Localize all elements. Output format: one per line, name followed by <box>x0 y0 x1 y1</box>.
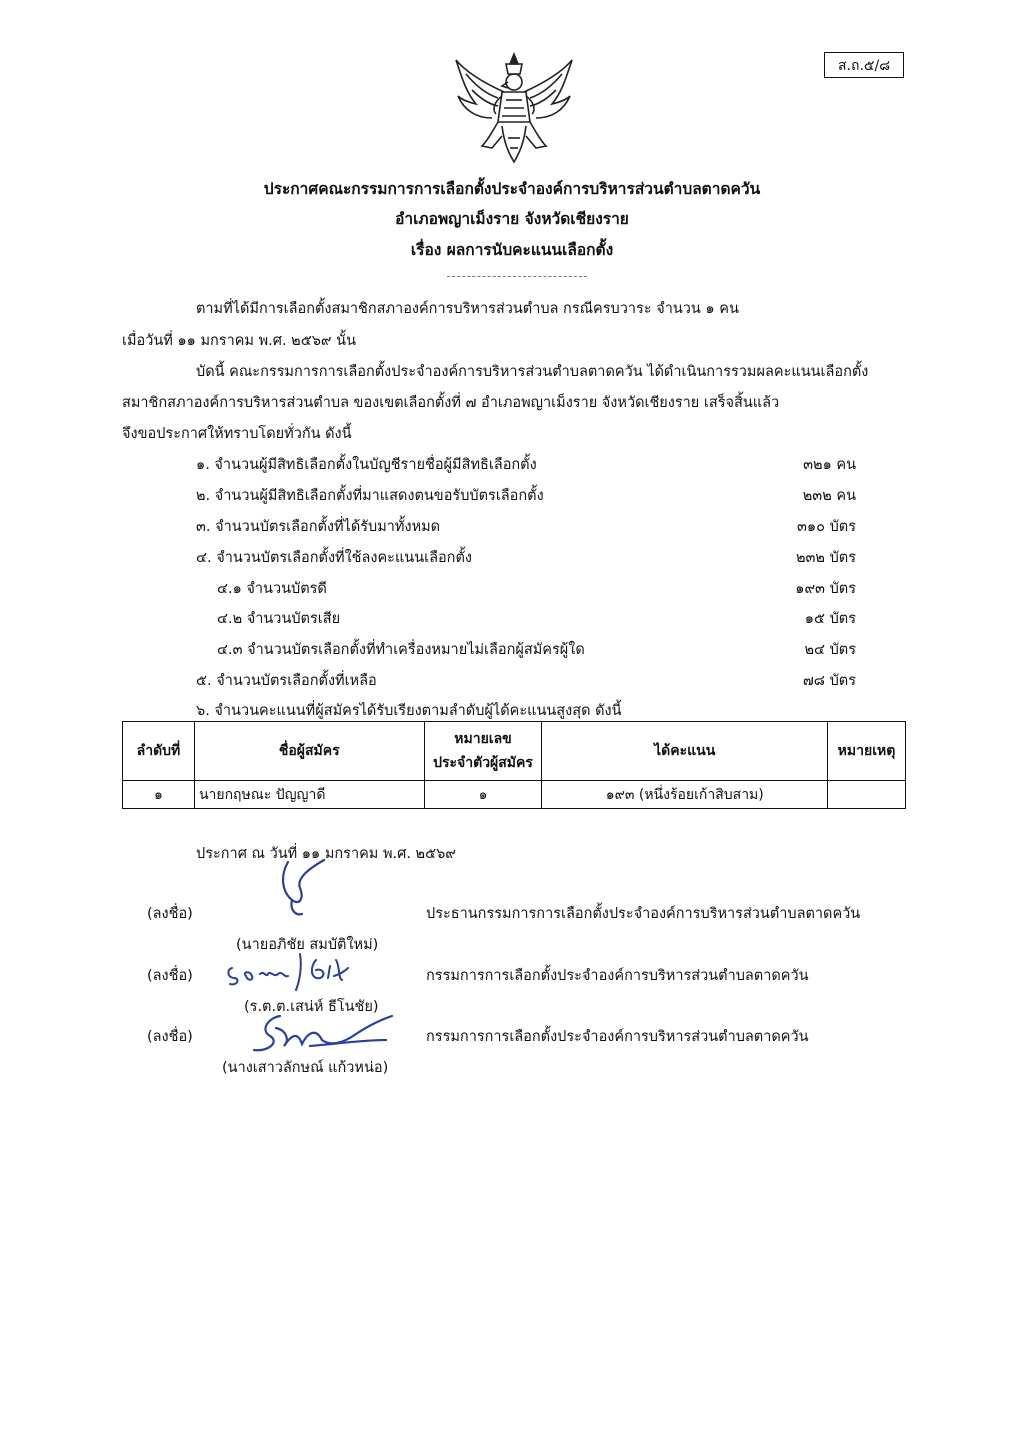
item-label: ๔.๓ จำนวนบัตรเลือกตั้งที่ทำเครื่องหมายไม่เลือกผู้สมัครผู้ใด <box>217 642 585 658</box>
intro-paragraph-1-line-1: ตามที่ได้มีการเลือกตั้งสมาชิกสภาองค์การบริหารส่วนตำบล กรณีครบวาระ จำนวน ๑ คน <box>196 301 739 317</box>
signer-position-2: กรรมการการเลือกตั้งประจำองค์การบริหารส่วนตำบลตาดควัน <box>426 968 809 984</box>
handwritten-signature-1 <box>270 858 330 922</box>
header-note: หมายเหตุ <box>828 722 906 781</box>
garuda-emblem-icon <box>452 52 576 164</box>
cell-score: ๑๙๓ (หนึ่งร้อยเก้าสิบสาม) <box>542 781 828 809</box>
table-header-row <box>123 722 906 781</box>
signer-name-2: (ร.ต.ต.เสน่ห์ ธีโนชัย) <box>244 999 379 1015</box>
item-label: ๑. จำนวนผู้มีสิทธิเลือกตั้งในบัญชีรายชื่อผู้มีสิทธิเลือกตั้ง <box>196 457 537 473</box>
cell-rank: ๑ <box>123 781 195 809</box>
item-value: ๓๒๑ คน <box>803 457 856 473</box>
header-number-line-1: หมายเลข <box>454 731 512 747</box>
sign-label-3: (ลงชื่อ) <box>147 1029 193 1045</box>
item-label: ๔.๒ จำนวนบัตรเสีย <box>217 611 341 627</box>
announcement-district: อำเภอพญาเม็งราย จังหวัดเชียงราย <box>395 210 629 228</box>
intro-paragraph-2-line-3: จึงขอประกาศให้ทราบโดยทั่วกัน ดังนี้ <box>122 426 352 442</box>
item-label: ๔.๑ จำนวนบัตรดี <box>217 581 327 597</box>
sign-label-1: (ลงชื่อ) <box>147 906 193 922</box>
announcement-date: ประกาศ ณ วันที่ ๑๑ มกราคม พ.ศ. ๒๕๖๙ <box>196 846 456 862</box>
cell-note <box>828 781 906 809</box>
sign-label-2: (ลงชื่อ) <box>147 968 193 984</box>
results-table <box>122 721 906 809</box>
item-label: ๕. จำนวนบัตรเลือกตั้งที่เหลือ <box>196 673 377 689</box>
item-value: ๑๙๓ บัตร <box>795 581 856 597</box>
item-value: ๒๓๒ บัตร <box>795 550 856 566</box>
intro-paragraph-2-line-2: สมาชิกสภาองค์การบริหารส่วนตำบล ของเขตเลือกตั้งที่ ๗ อำเภอพญาเม็งราย จังหวัดเชียงราย เสร็จสิ้นแล้ว <box>122 395 780 411</box>
item-label: ๒. จำนวนผู้มีสิทธิเลือกตั้งที่มาแสดงตนขอรับบัตรเลือกตั้ง <box>196 488 544 504</box>
item-value: ๒๔ บัตร <box>804 642 856 658</box>
signer-name-1: (นายอภิชัย สมบัติใหม่) <box>236 937 379 953</box>
signer-position-1: ประธานกรรมการการเลือกตั้งประจำองค์การบริหารส่วนตำบลตาดควัน <box>426 906 861 922</box>
header-number-line-2: ประจำตัวผู้สมัคร <box>433 755 533 771</box>
item-value: ๓๑๐ บัตร <box>797 519 856 535</box>
item-value: ๑๕ บัตร <box>804 611 856 627</box>
intro-paragraph-2-line-1: บัดนี้ คณะกรรมการการเลือกตั้งประจำองค์การบริหารส่วนตำบลตาดควัน ได้ดำเนินการรวมผลคะแนนเลือกตั้ง <box>196 364 869 380</box>
item-label: ๔. จำนวนบัตรเลือกตั้งที่ใช้ลงคะแนนเลือกตั้ง <box>196 550 472 566</box>
announcement-subject: เรื่อง ผลการนับคะแนนเลือกตั้ง <box>410 241 614 259</box>
header-candidate-name: ชื่อผู้สมัคร <box>194 722 424 781</box>
intro-paragraph-1-line-2: เมื่อวันที่ ๑๑ มกราคม พ.ศ. ๒๕๖๙ นั้น <box>122 333 356 349</box>
form-code-box: ส.ถ.๕/๘ <box>824 52 904 78</box>
item-value: ๒๓๒ คน <box>802 488 856 504</box>
cell-candidate-name: นายกฤษณะ ปัญญาดี <box>194 781 424 809</box>
handwritten-signature-2 <box>220 950 360 994</box>
signer-position-3: กรรมการการเลือกตั้งประจำองค์การบริหารส่วนตำบลตาดควัน <box>426 1029 809 1045</box>
header-score: ได้คะแนน <box>542 722 828 781</box>
title-divider <box>447 276 587 277</box>
item-label: ๓. จำนวนบัตรเลือกตั้งที่ได้รับมาทั้งหมด <box>196 519 441 535</box>
item-value: ๗๘ บัตร <box>802 673 856 689</box>
header-rank: ลำดับที่ <box>123 722 195 781</box>
table-row <box>123 781 906 809</box>
header-candidate-number <box>424 722 542 781</box>
handwritten-signature-3 <box>246 1010 396 1056</box>
cell-candidate-number: ๑ <box>424 781 542 809</box>
signer-name-3: (นางเสาวลักษณ์ แก้วหน่อ) <box>222 1060 389 1076</box>
announcement-title: ประกาศคณะกรรมการการเลือกตั้งประจำองค์การบริหารส่วนตำบลตาดควัน <box>263 180 761 198</box>
item-6-label: ๖. จำนวนคะแนนที่ผู้สมัครได้รับเรียงตามลำดับผู้ได้คะแนนสูงสุด ดังนี้ <box>196 703 622 719</box>
